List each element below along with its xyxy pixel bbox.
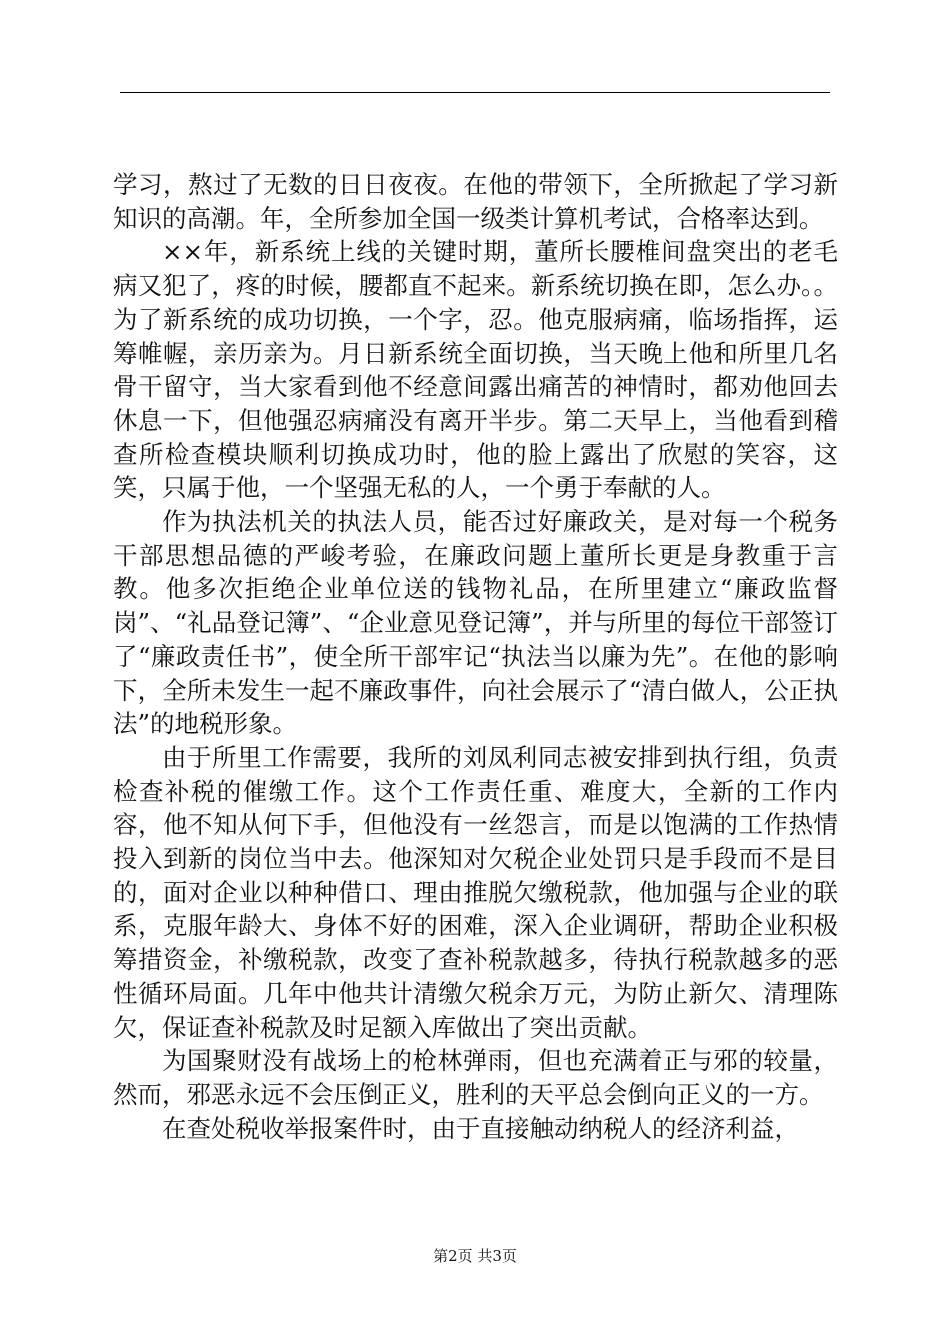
paragraph-4: 由于所里工作需要，我所的刘凤利同志被安排到执行组，负责检查补税的催缴工作。这个工作责任重、难度大，全新的工作内容，他不知从何下手，但他没有一丝怨言，而是以饱满的工作热情投入到新的岗位当中去。他深知对欠税企业处罚只是手段而不是目的，面对企业以种种借口、理由推脱欠缴税款，他加强与企业的联系，克服年龄大、身体不好的困难，深入企业调研，帮助企业积极筹措资金，补缴税款，改变了查补税款越多，待执行税款越多的恶性循环局面。几年中他共计清缴欠税余万元，为防止新欠、清理陈欠，保证查补税款及时足额入库做出了突出贡献。 — [113, 742, 838, 1042]
paragraph-1: 学习，熬过了无数的日日夜夜。在他的带领下，全所掀起了学习新知识的高潮。年，全所参加全国一级类计算机考试，合格率达到。 — [113, 170, 838, 233]
paragraph-3: 作为执法机关的执法人员，能否过好廉政关，是对每一个税务干部思想品德的严峻考验，在廉政问题上董所长更是身教重于言教。他多次拒绝企业单位送的钱物礼品，在所里建立“廉政监督岗”、“礼品登记簿”、“企业意见登记簿”，并与所里的每位干部签订了“廉政责任书”，使全所干部牢记“执法当以廉为先”。在他的影响下，全所未发生一起不廉政事件，向社会展示了“清白做人，公正执法”的地税形象。 — [113, 507, 838, 739]
paragraph-5: 为国聚财没有战场上的枪林弹雨，但也充满着正与邪的较量，然而，邪恶永远不会压倒正义，胜利的天平总会倒向正义的一方。 — [113, 1046, 838, 1109]
body-text — [113, 168, 838, 1145]
header-rule — [120, 92, 830, 93]
page-footer: 第2页 共3页 — [433, 1247, 517, 1265]
paragraph-2: ××年，新系统上线的关键时期，董所长腰椎间盘突出的老毛病又犯了，疼的时候，腰都直不起来。新系统切换在即，怎么办。。为了新系统的成功切换，一个字，忍。他克服病痛，临场指挥，运筹帷幄，亲历亲为。月日新系统全面切换，当天晚上他和所里几名骨干留守，当大家看到他不经意间露出痛苦的神情时，都劝他回去休息一下，但他强忍病痛没有离开半步。第二天早上，当他看到稽查所检查模块顺利切换成功时，他的脸上露出了欣慰的笑容，这笑，只属于他，一个坚强无私的人，一个勇于奉献的人。 — [113, 237, 838, 503]
paragraph-6: 在查处税收举报案件时，由于直接触动纳税人的经济利益， — [162, 1113, 799, 1143]
